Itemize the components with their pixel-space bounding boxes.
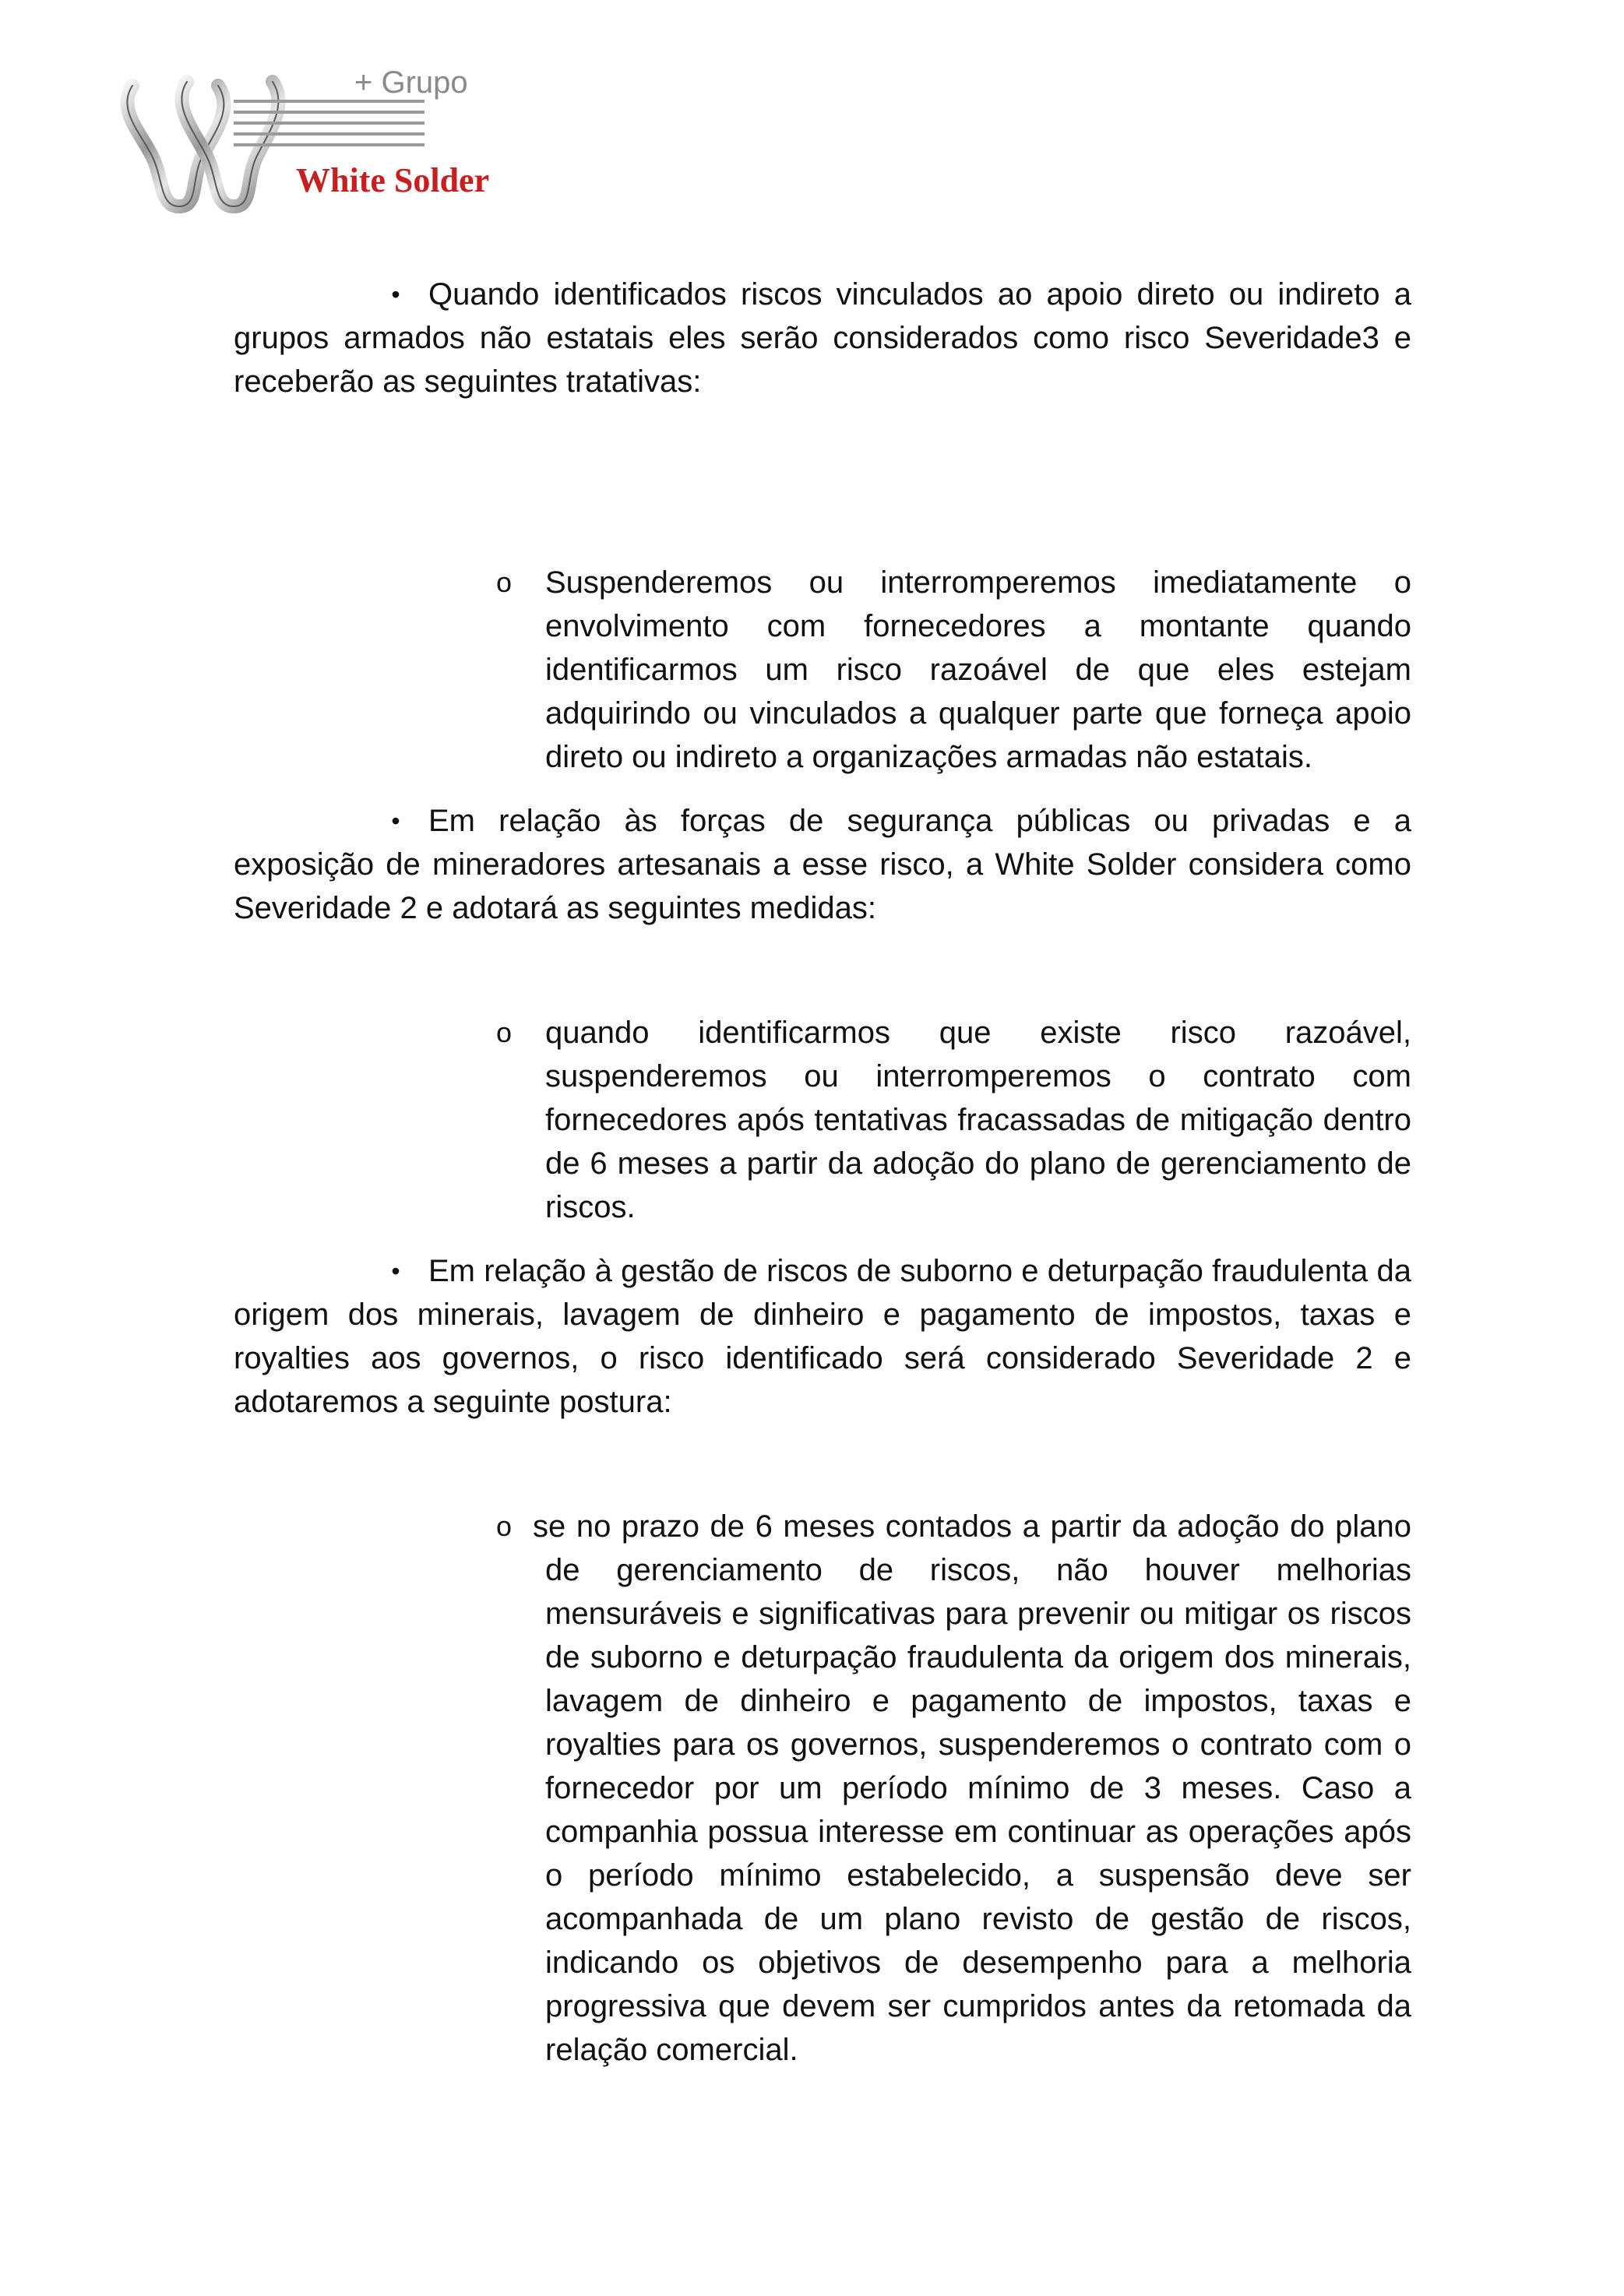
company-logo	[117, 62, 506, 218]
sub-bullet-item	[495, 561, 1411, 779]
document-body	[234, 273, 1411, 2072]
logo-brand-text: White Solder	[296, 161, 490, 199]
sub-bullet-text: quando identificarmos que existe risco razoável, suspenderemos ou interromperemos o contrato com fornecedores após tentativas fracassadas de mitigação dentro de 6 meses a partir da adoção do plano de gerenciamento de riscos.	[545, 1016, 1411, 1224]
bullet-paragraph	[234, 1249, 1411, 1424]
bullet-paragraph	[234, 273, 1411, 403]
bullet-text: Em relação às forças de segurança públicas ou privadas e a exposição de mineradores artesanais a esse risco, a White Solder considera como Severidade 2 e adotará as seguintes medidas:	[234, 804, 1411, 925]
sub-bullet-icon: o	[495, 1510, 513, 1542]
bullet-text: Em relação à gestão de riscos de suborno e deturpação fraudulenta da origem dos minerais, lavagem de dinheiro e pagamento de impostos, taxas e royalties aos governos, o risco identificado será considerado Severidade 2 e adotaremos a seguinte postura:	[234, 1254, 1411, 1419]
bullet-icon: •	[391, 807, 400, 835]
sub-bullet-text: Suspenderemos ou interromperemos imediatamente o envolvimento com fornecedores a montante quando identificarmos um risco razoável de que eles estejam adquirindo ou vinculados a qualquer parte que forneça apoio direto ou indireto a organizações armadas não estatais.	[545, 565, 1411, 774]
bullet-text: Quando identificados riscos vinculados ao apoio direto ou indireto a grupos armados não estatais eles serão considerados como risco Severidade3 e receberão as seguintes tratativas:	[234, 277, 1411, 399]
sub-bullet-item	[495, 1011, 1411, 1229]
bullet-icon: •	[391, 280, 400, 308]
sub-bullet-icon: o	[495, 566, 513, 598]
bullet-icon: •	[391, 1257, 400, 1285]
sub-bullet-icon: o	[495, 1016, 513, 1048]
sub-bullet-text: se no prazo de 6 meses contados a partir da adoção do plano de gerenciamento de riscos, não houver melhorias mensuráveis e significativas para prevenir ou mitigar os riscos de suborno e deturpação fraudulenta da origem dos minerais, lavagem de dinheiro e pagamento de impostos, taxas e royalties para os governos, suspenderemos o contrato com o fornecedor por um período mínimo de 3 meses. Caso a companhia possua interesse em continuar as operações após o período mínimo estabelecido, a suspensão deve ser acompanhada de um plano revisto de gestão de riscos, indicando os objetivos de desempenho para a melhoria progressiva que devem ser cumpridos antes da retomada da relação comercial.	[533, 1509, 1411, 2067]
bullet-paragraph	[234, 799, 1411, 930]
logo-stripes-icon	[234, 93, 436, 156]
logo-group-text: + Grupo	[354, 65, 468, 100]
sub-bullet-item	[495, 1505, 1411, 2072]
